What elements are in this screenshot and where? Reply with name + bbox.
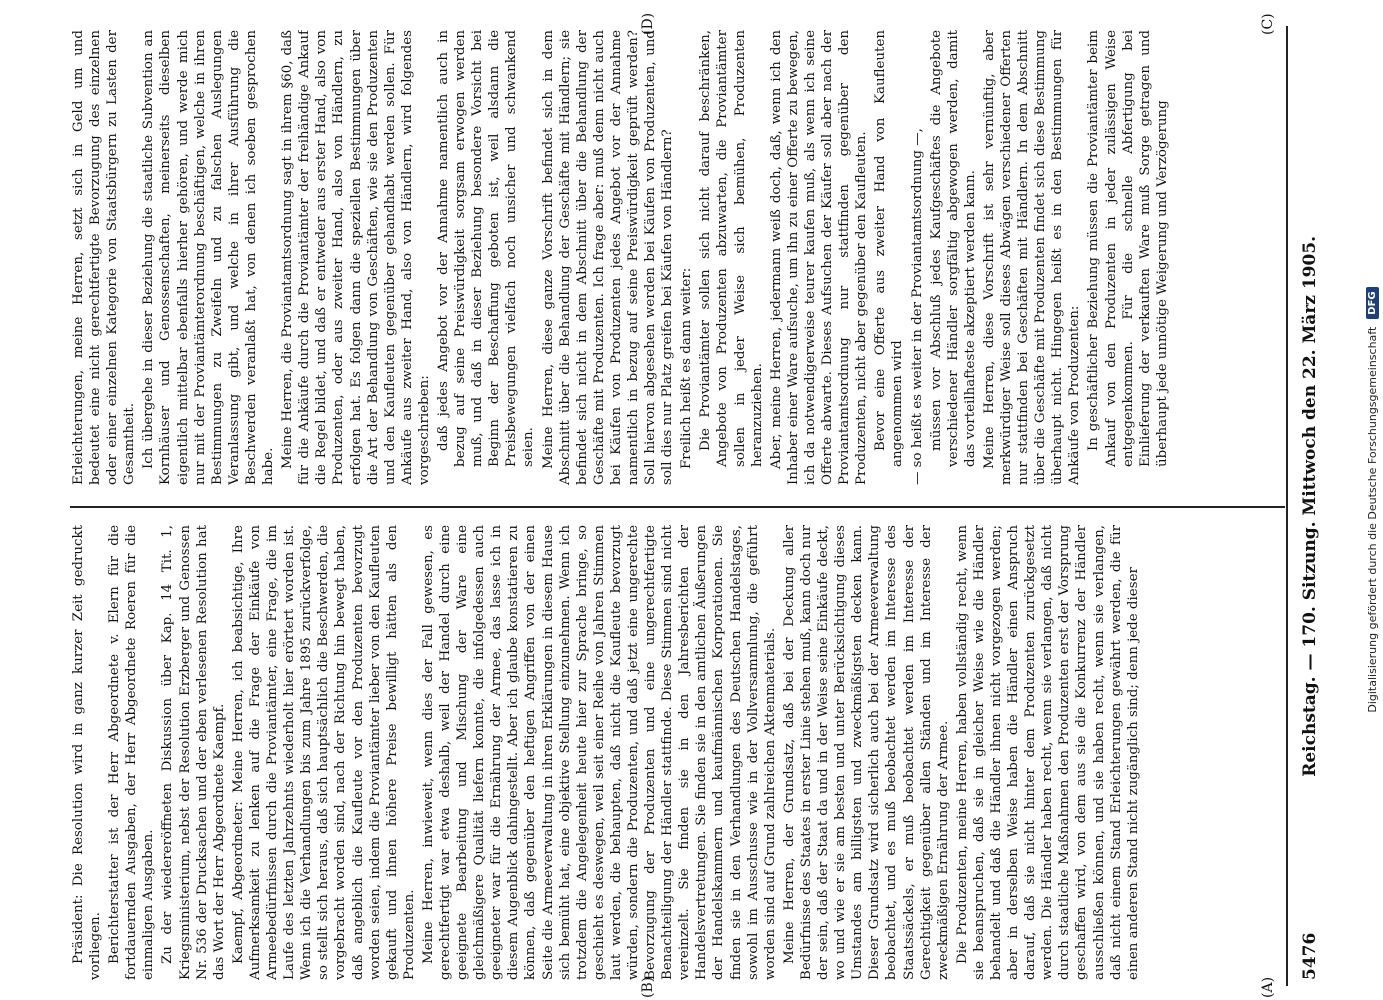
margin-mark-c: (C) [1260,13,1276,35]
paragraph: Aber, meine Herren, jedermann weiß doch, daß, wenn ich den Inhaber einer Ware aufsuche, um ihn zu einer Offerte zu bewegen, ich da notwendigerweise teurer kaufen muß, als wenn ich seine Offerte abwarte. Dieses Aufsuchen der Käufer soll aber nach der Proviantamtsordnung nur stattfinden gegenüber den Produzenten, nicht aber gegenüber den Kaufleuten. [768,30,870,485]
margin-mark-b: (B) [640,976,656,998]
page-number: 5476 [1300,932,1320,980]
paragraph: Kaempf, Abgeordneter: Meine Herren, ich beabsichtige, Ihre Aufmerksamkeit zu lenken auf die Frage der Einkäufe von Armeebedürfnissen durch die Proviantämter, eine Frage, die im Laufe des letzten Jahrzehnts wiederholt hier erörtert worden ist. Wenn ich die Verhandlungen bis zum Jahre 1895 zurückverfolge, so stellt sich heraus, daß sich hauptsächlich die Beschwerden, die vorgebracht worden sind, nach der Richtung hin bewegt haben, daß angeblich die Kaufleute vor den Produzenten bevorzugt worden seien, indem die Proviantämter lieber von den Kaufleuten gekauft und ihnen höhere Preise bewilligt hätten als den Produzenten. [230,525,417,980]
margin-mark-a: (A) [1260,976,1276,998]
page-title: Reichstag. — 170. Sitzung. Mittwoch den 22. März 1905. [1300,235,1320,777]
quote: müssen vor Abschluß jedes Kaufgeschäftes die Angebote verschiedener Händler sorgfältig abgewogen werden, damit das vorteilhafteste akzeptiert werden kann. [928,30,978,467]
paragraph: Meine Herren, diese ganze Vorschrift befindet sich in dem Abschnitt über die Behandlung der Geschäfte mit Händlern; sie befindet sich nicht in dem Abschnitt über die Behandlung der Geschäfte mit Produzenten. Ich frage aber: muß denn nicht auch bei Käufen von Produzenten jedes Angebot vor der Annahme namentlich in bezug auf seine Preiswürdigkeit geprüft werden? Soll hiervon abgesehen werden bei Käufen von Produzenten, und soll dies nur Platz greifen bei Käufen von Händlern? [540,30,676,485]
paragraph: Präsident: Die Resolution wird in ganz kurzer Zeit gedruckt vorliegen. [71,525,104,980]
page-footer [1361,0,1383,1000]
paragraph: Berichterstatter ist der Herr Abgeordnete v. Elern für die fortdauernden Ausgaben, der Herr Abgeordnete Roeren für die einmaligen Ausgaben. [107,525,157,980]
paragraph: Meine Herren, diese Vorschrift ist sehr vernünftig, aber merkwürdiger Weise soll dieses Abwägen verschiedener Offerten nur stattfinden bei Geschäften mit Händlern. In dem Abschnitt über die Geschäfte mit Produzenten findet sich diese Bestimmung überhaupt nicht. Hingegen heißt es in den Bestimmungen für Ankäufe von Produzenten: [981,30,1083,485]
column-divider [70,506,1285,508]
paragraph: Meine Herren, der Grundsatz, daß bei der Deckung aller Bedürfnisse des Staates in erster Linie stehen muß, kann doch nur der sein, daß der Staat da und in der Weise seine Einkäufe deckt, wo und wie er sie am besten und unter Berücksichtigung dieses Umstandes am billigsten und zweckmäßigsten decken kann. Dieser Grundsatz wird sicherlich auch bei der Armeeverwaltung beobachtet, und es muß beobachtet werden im Interesse des Staatssäckels, er muß beobachtet werden im Interesse der Gerechtigkeit gegenüber allen Ständen und im Interesse der zweckmäßigen Ernährung der Armee. [781,525,951,980]
margin-mark-d: (D) [640,12,656,35]
paragraph: Zu der wiedereröffneten Diskussion über Kap. 14 Tit. 1, Kriegsministerium, nebst der Resolution Erzberger und Genossen Nr. 536 der Drucksachen und der eben verlesenen Resolution hat das Wort der Herr Abgeordnete Kaempf. [160,525,227,980]
left-column [70,525,1280,980]
paragraph: Meine Herren, die Proviantamtsordnung sagt in ihrem §60, daß für die Ankäufe durch die Proviantämter der freihändige Ankauf die Regel bildet, und daß er entweder aus erster Hand, also von Produzenten, oder aus zweiter Hand, also von Händlern, zu erfolgen hat. Es folgen dann die speziellen Bestimmungen über die Art der Behandlung von Geschäften, wie sie den Produzenten und den Kaufleuten gegenüber gehandhabt werden sollen. Für Ankäufe aus zweiter Hand, also von Händlern, wird folgendes vorgeschrieben: [280,30,432,485]
footer-text: Digitalisierung gefördert durch die Deutsche Forschungsgemeinschaft [1365,326,1379,713]
paragraph: Meine Herren, inwieweit, wenn dies der Fall gewesen, es gerechtfertigt war etwa deshalb, weil der Handel durch eine geeignete Bearbeitung und Mischung der Ware eine gleichmäßigere Qualität liefern konnte, die infolgedessen auch geeigneter war für die Ernährung der Armee, das lasse ich in diesem Augenblick dahingestellt. Aber ich glaube konstatieren zu können, daß gegenüber den heftigen Angriffen von der einen Seite die Armeeverwaltung in ihren Erklärungen in diesem Hause sich bemüht hat, eine objektive Stellung einzunehmen. Wenn ich trotzdem die Angelegenheit heute hier zur Sprache bringe, so geschieht es deswegen, weil seit einer Reihe von Jahren Stimmen laut werden, die behaupten, daß nicht die Kaufleute bevorzugt würden, sondern die Produzenten, und daß jetzt eine ungerechte Bevorzugung der Produzenten und eine ungerechtfertigte Benachteiligung der Händler stattfinde. Diese Stimmen sind nicht vereinzelt. Sie finden sie in den Jahresberichten der Handelsvertretungen. Sie finden sie in den amtlichen Äußerungen der Handelskammern und kaufmännischen Korporationen. Sie finden sie in den Verhandlungen des Deutschen Handelstages, sowohl im Ausschusse wie in der Vollversammlung, die geführt worden sind auf Grund zahlreichen Aktenmaterials. [420,525,778,980]
quote: Bevor eine Offerte aus zweiter Hand von Kaufleuten angenommen wird [873,30,906,467]
paragraph: Erleichterungen, meine Herren, setzt sich in Geld um und bedeutet eine nicht gerechtfertigte Bevorzugung des einzelnen oder einer einzelnen Kategorie von Staatsbürgern zu Lasten der Gesamtheit. [71,30,138,485]
quote: In geschäftlicher Beziehung müssen die Proviantämter beim Ankauf von den Produzenten in jeder zulässigen Weise entgegenkommen. Für die schnelle Abfertigung bei Einlieferung der verkauften Ware muß Sorge getragen und überhaupt jede unnötige Weigerung und Verzögerung [1086,30,1170,467]
paragraph: — so heißt es weiter in der Proviantamtsordnung —, [909,128,925,485]
quote: daß jedes Angebot vor der Annahme namentlich auch in bezug auf seine Preiswürdigkeit sorgsam erwogen werden muß, und daß in dieser Beziehung besondere Vorsicht bei Beginn der Beschaffung geboten ist, weil alsdann die Preisbewegungen vielfach noch unsicher und schwankend seien. [435,30,537,467]
paragraph: Die Produzenten, meine Herren, haben vollständig recht, wenn sie beanspruchen, daß sie in gleicher Weise wie die Händler behandelt und daß die Händler ihnen nicht vorgezogen werden; aber in derselben Weise haben die Händler einen Anspruch darauf, daß sie nicht hinter dem Produzenten zurückgesetzt werden. Die Händler haben recht, wenn sie verlangen, daß nicht durch staatliche Maßnahmen den Produzenten erst der Vorsprung geschaffen wird, von dem aus sie die Konkurrenz der Händler ausschließen können, und sie haben recht, wenn sie verlangen, daß nicht einem Stand Erleichterungen gewährt werden, die für einen anderen Stand nicht zugänglich sind; denn jede dieser [954,525,1141,980]
quote: Die Proviantämter sollen sich nicht darauf beschränken, Angebote von Produzenten abzuwarten, die Proviantämter sollen in jeder Weise sich bemühen, Produzenten heranzuziehen. [698,30,765,467]
dfg-logo: DFG [1366,287,1379,318]
paragraph: Freilich heißt es dann weiter: [679,267,695,469]
header-rule [1286,26,1288,986]
paragraph: Ich übergehe in dieser Beziehung die staatliche Subvention an Kornhäuser und Genossenschaften, meinerseits dieselben eigentlich mittelbar ebenfalls hierher gehören, und werde mich nur mit der Proviantämterordnung beschäftigen, welche in ihren Bestimmungen zu Zweifeln und zu falschen Auslegungen Veranlassung gibt, und welche in ihrer Ausführung die Beschwerden veranlaßt hat, von denen ich soeben gesprochen habe. [141,30,277,485]
page-header [1290,40,1330,980]
right-column [70,30,1280,485]
